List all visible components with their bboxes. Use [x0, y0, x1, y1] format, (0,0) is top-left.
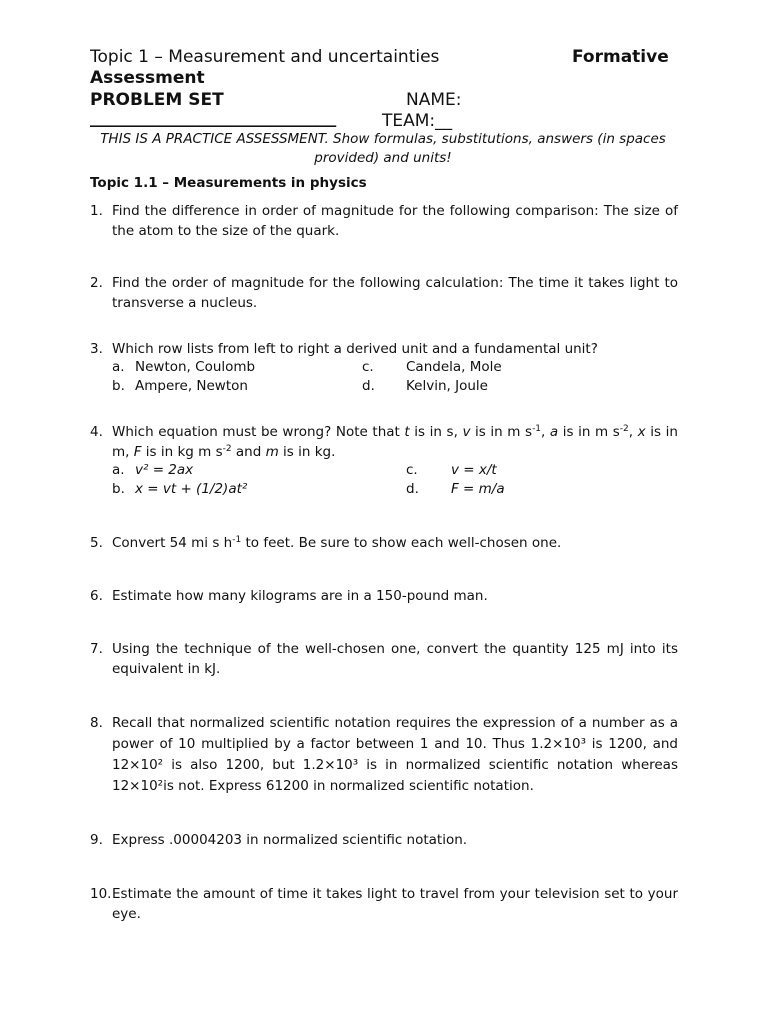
option-d-label: d.	[406, 481, 419, 497]
question-6	[90, 587, 678, 607]
question-text: Estimate the amount of time it takes light to travel from your television set to your eye.	[112, 886, 678, 922]
question-number: 3.	[90, 341, 103, 357]
problem-set-label: PROBLEM SET	[90, 90, 224, 110]
question-number: 5.	[90, 535, 103, 551]
question-3	[90, 340, 678, 360]
question-7	[90, 640, 678, 679]
option-d-label: d.	[362, 378, 375, 394]
name-field-label: NAME:	[406, 90, 462, 110]
question-2	[90, 274, 678, 313]
question-text: Which row lists from left to right a derived unit and a fundamental unit?	[112, 341, 598, 357]
question-1	[90, 202, 678, 241]
question-9	[90, 831, 678, 851]
option-c: Candela, Mole	[406, 359, 502, 375]
question-number: 10.	[90, 886, 112, 902]
instructions: THIS IS A PRACTICE ASSESSMENT. Show formulas, substitutions, answers (in spaces provided) and units!	[100, 131, 666, 166]
question-text: Recall that normalized scientific notation requires the expression of a number as a power of 10 multiplied by a factor between 1 and 10. Thus 1.2×10³ is 1200, and 12×10² is also 1200, but 1.2×10³ is in normalized scientific notation whereas 12×10²is not. Express 61200 in normalized scientific notation.	[112, 715, 678, 794]
question-number: 2.	[90, 275, 103, 291]
question-number: 4.	[90, 424, 103, 440]
question-text: Find the order of magnitude for the following calculation: The time it takes light to transverse a nucleus.	[112, 275, 678, 311]
question-8	[90, 713, 678, 797]
question-number: 8.	[90, 715, 103, 731]
title-line	[90, 47, 439, 68]
question-text: Express .00004203 in normalized scientific notation.	[112, 832, 468, 848]
question-number: 7.	[90, 641, 103, 657]
question-number: 9.	[90, 832, 103, 848]
question-10	[90, 885, 678, 924]
option-d: Kelvin, Joule	[406, 378, 488, 394]
question-5	[90, 534, 678, 554]
option-b: x = vt + (1/2)at²	[135, 481, 248, 497]
option-a: Newton, Coulomb	[135, 359, 256, 375]
question-text: Find the difference in order of magnitude for the following comparison: The size of the atom to the size of the quark.	[112, 203, 678, 239]
option-a: v² = 2ax	[135, 462, 194, 478]
section-heading: Topic 1.1 – Measurements in physics	[90, 175, 367, 191]
name-blank-line: ______________________________	[90, 108, 337, 128]
option-d: F = m/a	[451, 481, 505, 497]
page-title: Topic 1 – Measurement and uncertainties	[90, 47, 440, 67]
option-b-label: b.	[112, 378, 125, 394]
option-c: v = x/t	[451, 462, 497, 478]
question-text: Convert 54 mi s $h^{-1}$ to feet. Be sure to show each well-chosen one.	[112, 535, 562, 551]
option-b: Ampere, Newton	[135, 378, 248, 394]
question-text: Using the technique of the well-chosen one, convert the quantity 125 mJ into its equivalent in kJ.	[112, 641, 678, 677]
team-field-label: TEAM:__	[382, 111, 453, 131]
question-number: 6.	[90, 588, 103, 604]
formative-label: Formative	[572, 47, 669, 67]
question-4	[90, 423, 678, 462]
assessment-label: Assessment	[90, 68, 205, 88]
option-a-label: a.	[112, 462, 125, 478]
question-number: 1.	[90, 203, 103, 219]
option-c-label: c.	[362, 359, 374, 375]
option-c-label: c.	[406, 462, 418, 478]
question-text: Estimate how many kilograms are in a 150-pound man.	[112, 588, 488, 604]
option-b-label: b.	[112, 481, 125, 497]
option-a-label: a.	[112, 359, 125, 375]
question-text: Which equation must be wrong? Note that t is in s, v is in m $s^{-1}$, a is in m $s^{-2}$, x is in m, F is in kg m $s^{-2}$ and m is in kg.	[112, 424, 678, 460]
